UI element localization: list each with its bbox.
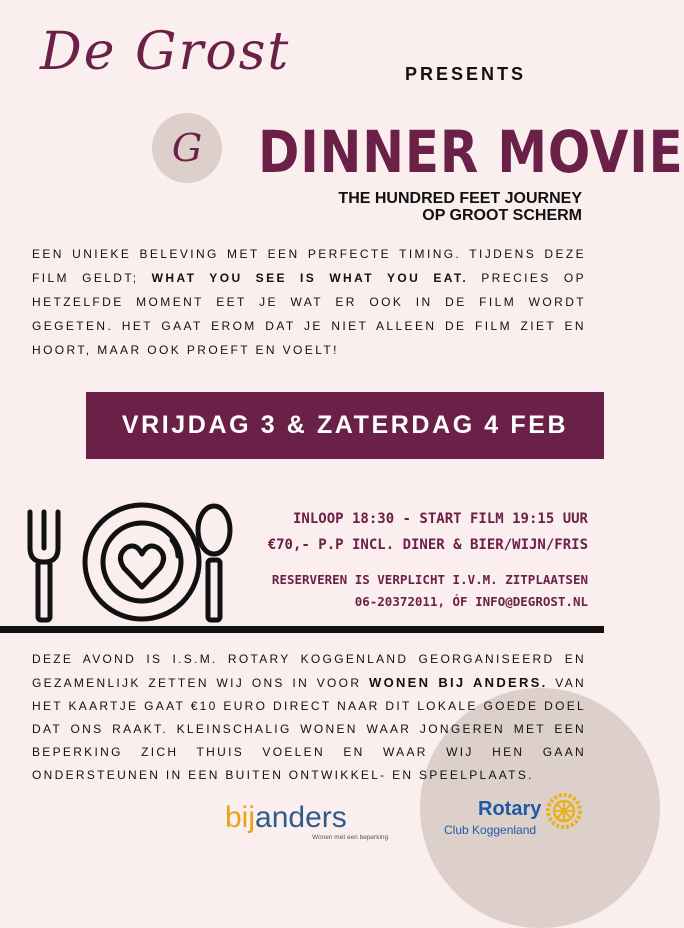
- rotary-wheel-icon: [545, 792, 583, 830]
- divider-line: [0, 626, 604, 633]
- outro-text-1: DEZE AVOND IS I.S.M. ROTARY KOGGENLAND GEORGANISEERD EN GEZAMENLIJK ZETTEN WIJ ONS IN VOOR: [32, 652, 586, 690]
- outro-text-2: VAN HET KAARTJE GAAT €10 EURO DIRECT NAAR DIT LOKALE GOEDE DOEL DAT ONS RAAKT. KLEINSCHALIG WONEN WAAR JONGEREN MET EEN BEPERKING ZICH THUIS VOELEN EN WAAR WIJ HEN GAAN ONDERSTEUNEN IN EEN BUITEN ONTWIKKEL- EN SPEELPLAATS.: [32, 676, 586, 782]
- charity-paragraph: [32, 648, 586, 787]
- intro-paragraph: [32, 242, 586, 362]
- bij-anders-tagline: Wonen met een beperking: [312, 834, 389, 841]
- reservation-note: RESERVEREN IS VERPLICHT I.V.M. ZITPLAATSEN: [271, 572, 588, 587]
- fork-plate-spoon-icon: [22, 500, 237, 625]
- presents-label: PRESENTS: [405, 64, 527, 84]
- movie-title: THE HUNDRED FEET JOURNEY: [338, 190, 582, 207]
- logo-letter: G: [171, 126, 203, 170]
- bij-logo-part2: anders: [255, 801, 347, 834]
- de-grost-logo-text: De Grost: [40, 22, 291, 82]
- date-banner: [86, 392, 604, 459]
- screen-note: OP GROOT SCHERM: [422, 207, 582, 224]
- event-title: DINNER MOVIE: [258, 118, 684, 186]
- price-info: €70,- P.P INCL. DINER & BIER/WIJN/FRIS: [267, 537, 588, 553]
- de-grost-logo-badge: [152, 113, 222, 183]
- intro-text-2: PRECIES OP HETZELFDE MOMENT EET JE WAT ER OOK IN DE FILM WORDT GEGETEN. HET GAAT EROM DAT JE NIET ALLEEN DE FILM ZIET EN HOORT, MAAR OOK PROEFT EN VOELT!: [32, 271, 586, 357]
- rotary-club-name: Club Koggenland: [444, 823, 537, 837]
- outro-highlight: WONEN BIJ ANDERS.: [369, 675, 548, 690]
- intro-text-1: EEN UNIEKE BELEVING MET EEN PERFECTE TIMING. TIJDENS DEZE FILM GELDT;: [32, 247, 586, 285]
- bij-anders-logo: [225, 801, 347, 835]
- time-info: INLOOP 18:30 - START FILM 19:15 UUR: [292, 511, 588, 527]
- event-dates: VRIJDAG 3 & ZATERDAG 4 FEB: [121, 411, 569, 439]
- bij-logo-part1: bij: [225, 801, 256, 834]
- intro-highlight: WHAT YOU SEE IS WHAT YOU EAT.: [151, 271, 469, 285]
- rotary-logo-text: Rotary: [478, 798, 542, 820]
- contact-info: 06-20372011, ÓF INFO@DEGROST.NL: [354, 594, 588, 609]
